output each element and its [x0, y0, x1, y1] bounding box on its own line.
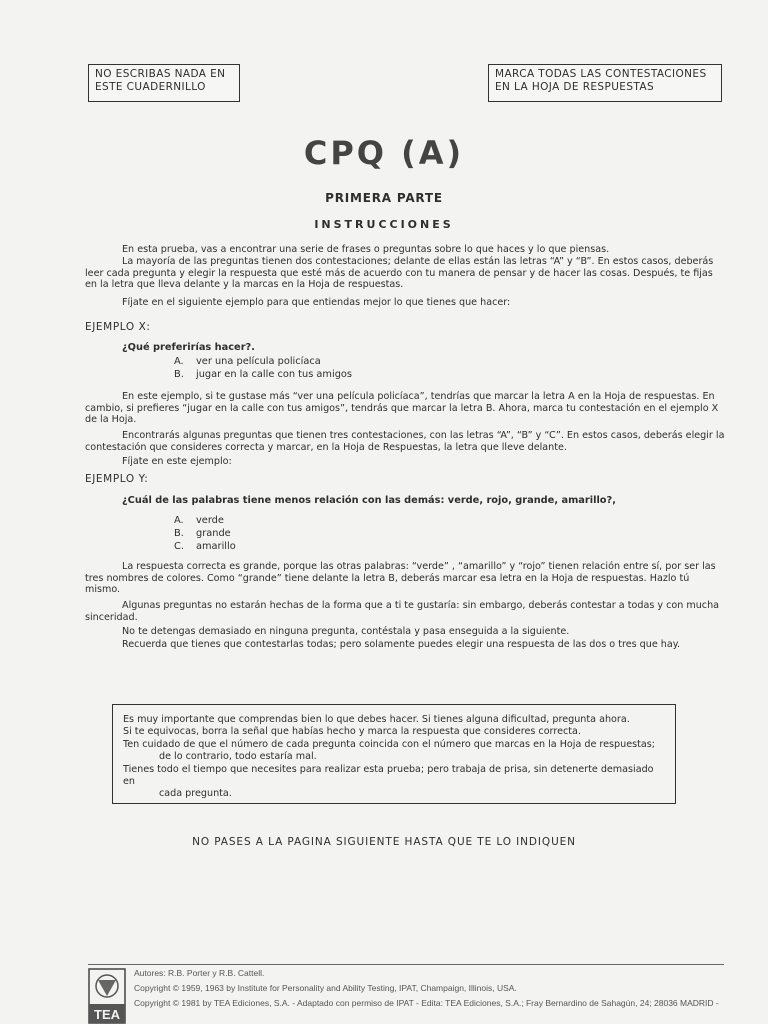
option-text: amarillo [196, 541, 236, 552]
option-text: jugar en la calle con tus amigos [196, 369, 353, 380]
important-notice-box [112, 704, 676, 804]
credit-line: Copyright © 1981 by TEA Ediciones, S.A. - Adaptado con permiso de IPAT - Edita: TEA Ediciones, S.A.; Fray Bernardino de Sahagún, 24; 28036 MADRID - [134, 998, 719, 1008]
notice-line: ESTE CUADERNILLO [95, 81, 206, 93]
option-key: A. [174, 356, 184, 367]
notice-text: Ten cuidado de que el número de cada pregunta coincida con el número que marcas en la Hoja de respuestas; [123, 738, 655, 750]
example-option [174, 528, 231, 539]
intro-paragraph: La mayoría de las preguntas tienen dos contestaciones; delante de ellas están las letras “A” y “B”. En estos casos, deberás leer cada pregunta y elegir la respuesta que esté más de acuerdo con tu manera de pensar y de hacer las cosas. Después, te fijas en la letra que lleva delante y la marcas en la Hoja de respuestas. [85, 256, 714, 291]
example-y-question: ¿Cuál de las palabras tiene menos relación con las demás: verde, rojo, grande, amarillo?, [122, 495, 616, 506]
notice-do-not-write [88, 64, 240, 102]
credit-line: Copyright © 1959, 1963 by Institute for Personality and Ability Testing, IPAT, Champaign, Illinois, USA. [134, 983, 517, 993]
option-key: B. [174, 528, 184, 539]
intro-paragraph: En esta prueba, vas a encontrar una serie de frases o preguntas sobre lo que haces y lo que piensas. [122, 244, 610, 255]
option-text: grande [196, 528, 231, 539]
body-paragraph: Recuerda que tienes que contestarlas todas; pero solamente puedes elegir una respuesta de las dos o tres que hay. [122, 639, 681, 650]
option-key: C. [174, 541, 184, 552]
body-paragraph: Fíjate en este ejemplo: [122, 456, 232, 467]
example-x-label: EJEMPLO X: [85, 321, 151, 333]
tea-logo [88, 968, 126, 1024]
notice-line: NO ESCRIBAS NADA EN [95, 68, 226, 80]
example-option [174, 356, 321, 367]
option-key: A. [174, 515, 184, 526]
example-y-label: EJEMPLO Y: [85, 473, 149, 485]
example-x-question: ¿Qué preferirías hacer?. [122, 342, 255, 353]
body-paragraph: No te detengas demasiado en ninguna pregunta, contéstala y pasa enseguida a la siguiente. [122, 626, 570, 637]
section-subtitle: PRIMERA PARTE [325, 191, 443, 205]
page-title: CPQ (A) [303, 134, 465, 172]
credit-line: Autores: R.B. Porter y R.B. Cattell. [134, 968, 265, 978]
body-paragraph: La respuesta correcta es grande, porque las otras palabras: “verde” , “amarillo” y “rojo” tienen relación entre sí, por ser las tres nombres de colores. Como “grande” tiene delante la letra B, deberás marcar esa letra en la Hoja de respuestas. Hazlo tú mismo. [85, 561, 716, 596]
notice-text: Es muy importante que comprendas bien lo que debes hacer. Si tienes alguna dificultad, pregunta ahora. [123, 714, 630, 725]
intro-paragraph: Fíjate en el siguiente ejemplo para que entiendas mejor lo que tienes que hacer: [122, 297, 511, 308]
body-paragraph: Algunas preguntas no estarán hechas de la forma que a ti te gustaría: sin embargo, deberás contestar a todas y con mucha sinceridad. [85, 600, 720, 623]
body-paragraph: Encontrarás algunas preguntas que tienen tres contestaciones, con las letras “A”, “B” y “C”. En estos casos, deberás elegir la contestación que consideres correcta y marcar, en la Hoja de Respuestas, la letra que lleve delante. [85, 430, 725, 453]
notice-text: Si te equivocas, borra la señal que habías hecho y marca la respuesta que consideres correcta. [123, 726, 581, 738]
example-option [174, 541, 236, 552]
option-key: B. [174, 369, 184, 380]
notice-line: MARCA TODAS LAS CONTESTACIONES [495, 68, 707, 80]
do-not-turn-page-notice: NO PASES A LA PAGINA SIGUIENTE HASTA QUE TE LO INDIQUEN [192, 836, 576, 848]
notice-text: Tienes todo el tiempo que necesites para realizar esta prueba; pero trabaja de prisa, sin detenerte demasiado en [123, 763, 654, 788]
notice-mark-answers [488, 64, 722, 102]
notice-text: de lo contrario, todo estaría mal. [159, 751, 317, 763]
example-option [174, 515, 224, 526]
option-text: verde [196, 515, 224, 526]
logo-text: TEA [94, 1007, 120, 1022]
instructions-heading: INSTRUCCIONES [314, 218, 454, 231]
example-option [174, 369, 352, 380]
body-paragraph: En este ejemplo, si te gustase más “ver una película policíaca”, tendrías que marcar la letra A en la Hoja de respuestas. En cambio, si prefieres “jugar en la calle con tus amigos”, tendrás que marcar la letra B. Ahora, marca tu contestación en el ejemplo X de la Hoja. [85, 391, 719, 426]
notice-text: cada pregunta. [159, 788, 232, 800]
notice-line: EN LA HOJA DE RESPUESTAS [495, 81, 655, 93]
option-text: ver una película policíaca [196, 356, 321, 367]
footer-divider [88, 964, 724, 965]
